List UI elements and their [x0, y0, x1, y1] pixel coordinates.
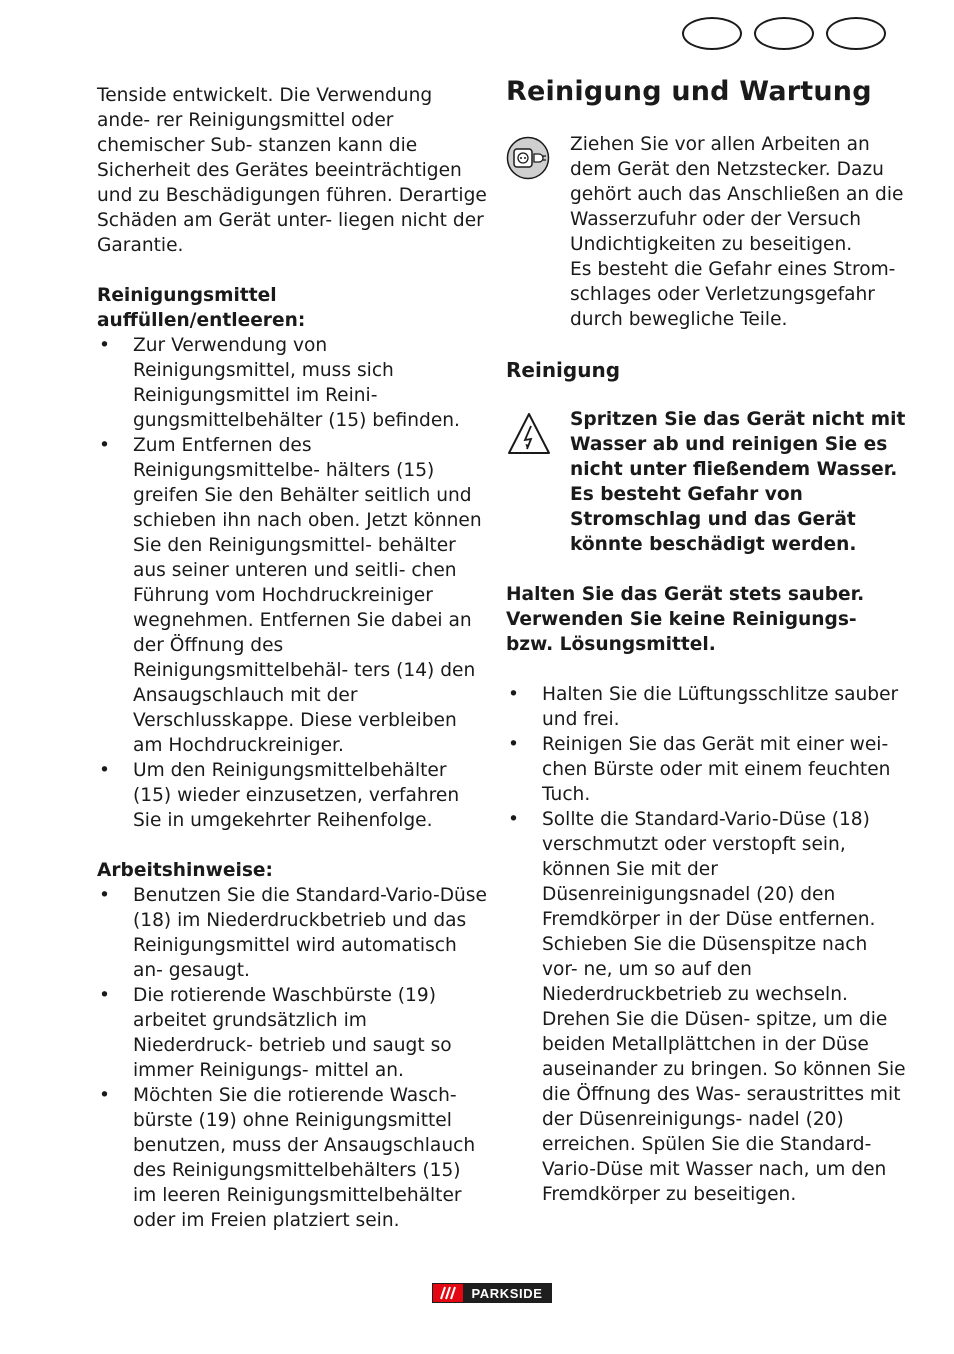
unplug-icon — [506, 136, 550, 187]
list-item: • Halten Sie die Lüftungsschlitze sauber und frei. — [506, 682, 906, 732]
warning-text: Spritzen Sie das Gerät nicht mit Wasser ab und reinigen Sie es nicht unter fließendem Wasser. Es besteht Gefahr von Stromschlag und das Gerät könnte beschädigt werden. — [570, 409, 906, 555]
list-item: • Reinigen Sie das Gerät mit einer wei- chen Bürste oder mit einem feuchten Tuch. — [506, 732, 906, 807]
language-oval-3 — [826, 17, 886, 50]
unplug-text: Ziehen Sie vor allen Arbeiten an dem Gerät den Netzstecker. Dazu gehört auch das Anschließen an die Wasserzufuhr oder der Versuch Undichtigkeiten zu beseitigen. — [570, 134, 904, 255]
section-title-cleaning: Reinigung — [506, 358, 621, 382]
page-title: Reinigung und Wartung — [506, 76, 872, 107]
left-column — [97, 83, 487, 1233]
keep-clean-text: Halten Sie das Gerät stets sauber. Verwenden Sie keine Reinigungs- bzw. Lösungsmittel. — [506, 584, 865, 655]
refill-list — [97, 333, 487, 833]
list-item: • Die rotierende Waschbürste (19) arbeitet grundsätzlich im Niederdruck- betrieb und saugt so immer Reinigungs- mittel an. — [97, 983, 487, 1083]
brand-name: PARKSIDE — [471, 1285, 543, 1301]
list-item: • Benutzen Sie die Standard-Vario-Düse (18) im Niederdruckbetrieb und das Reinigungsmittel wird automatisch an- gesaugt. — [97, 883, 487, 983]
list-item: • Um den Reinigungsmittelbehälter (15) wieder einzusetzen, verfahren Sie in umgekehrter Reihenfolge. — [97, 758, 487, 833]
list-item: • Sollte die Standard-Vario-Düse (18) verschmutzt oder verstopft sein, können Sie mit der Düsenreinigungsnadel (20) den Fremdkörper in der Düse entfernen. Schieben Sie die Düsenspitze nach vor- ne, um so auf den Niederdruckbetrieb zu wechseln. Drehen Sie die Düsen- spitze, um die beiden Metallplättchen in der Düse auseinander zu bringen. So können Sie die Öffnung des Was- seraustrittes mit der Düsenreinigungs- nadel (20) erreichen. Spülen Sie die Standard-Vario-Düse mit Wasser nach, um den Fremdkörper zu beseitigen. — [506, 807, 906, 1207]
electric-warning-icon — [506, 411, 552, 464]
logo-stripes-icon — [433, 1284, 463, 1302]
right-column — [506, 74, 906, 1207]
language-tabs — [682, 17, 890, 53]
section-heading-refill: Reinigungsmittel auffüllen/entleeren: — [97, 285, 306, 331]
brand-logo — [432, 1283, 552, 1303]
unplug-notice — [506, 132, 906, 332]
work-tips-list — [97, 883, 487, 1233]
list-item: • Zur Verwendung von Reinigungsmittel, muss sich Reinigungsmittel im Reini- gungsmittelbehälter (15) befinden. — [97, 333, 487, 433]
warning-notice — [506, 407, 906, 557]
list-item: • Zum Entfernen des Reinigungsmittelbe- hälters (15) greifen Sie den Behälter seitlich und schieben ihn nach oben. Jetzt können Sie den Reinigungsmittel- behälter aus seiner unteren und seitli- chen Führung vom Hochdruckreiniger wegnehmen. Entfernen Sie dabei an der Öffnung des Reinigungsmittelbehäl- ters (14) den Ansaugschlauch mit der Verschlusskappe. Diese verbleiben am Hochdruckreiniger. — [97, 433, 487, 758]
hazard-text: Es besteht die Gefahr eines Strom- schlages oder Verletzungsgefahr durch bewegliche Teile. — [570, 259, 896, 330]
language-oval-1 — [682, 17, 742, 50]
list-item: • Möchten Sie die rotierende Wasch- bürste (19) ohne Reinigungsmittel benutzen, muss der Ansaugschlauch des Reinigungsmittelbehälters (15) im leeren Reinigungsmittelbehälter oder im Freien platziert sein. — [97, 1083, 487, 1233]
cleaning-list — [506, 682, 906, 1207]
intro-paragraph: Tenside entwickelt. Die Verwendung ande- rer Reinigungsmittel oder chemischer Sub- stanzen kann die Sicherheit des Gerätes beeinträchtigen und zu Beschädigungen führen. Derartige Schäden am Gerät unter- liegen nicht der Garantie. — [97, 85, 487, 256]
language-oval-2 — [754, 17, 814, 50]
section-heading-work-tips: Arbeitshinweise: — [97, 860, 273, 881]
